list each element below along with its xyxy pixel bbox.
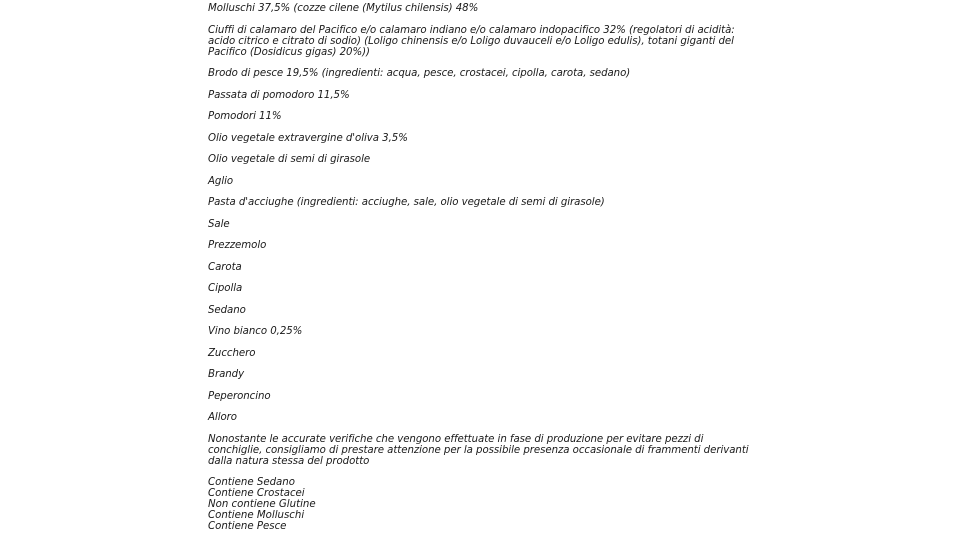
ingredient-line: Ciuffi di calamaro del Pacifico e/o calamaro indiano e/o calamaro indopacifico 32% (regolatori di acidità: acido citrico e citrato di sodio) (Loligo chinensis e/o Loligo duvauceli e/o Loligo edulis), totani giganti del Pacifico (Dosidicus gigas) 20%)) bbox=[208, 24, 735, 58]
ingredient-line: Sale bbox=[208, 218, 230, 230]
allergen-item: Contiene Crostacei bbox=[208, 488, 305, 499]
ingredient-line: Pomodori 11% bbox=[208, 111, 282, 122]
ingredient-line: Cipolla bbox=[208, 283, 243, 294]
ingredients-document bbox=[208, 3, 756, 532]
ingredient-line: Pasta d'acciughe (ingredienti: acciughe, sale, olio vegetale di semi di girasole) bbox=[208, 197, 605, 208]
ingredient-line: Zucchero bbox=[208, 347, 256, 359]
allergen-item: Contiene Sedano bbox=[208, 477, 295, 488]
ingredient-line: Carota bbox=[208, 261, 242, 273]
ingredient-line: Sedano bbox=[208, 304, 246, 316]
allergen-list bbox=[208, 477, 756, 532]
ingredient-line: Brandy bbox=[208, 369, 245, 380]
ingredient-line: Brodo di pesce 19,5% (ingredienti: acqua, pesce, crostacei, cipolla, carota, sedano) bbox=[208, 68, 631, 79]
allergen-item: Contiene Pesce bbox=[208, 521, 287, 532]
ingredient-line: Vino bianco 0,25% bbox=[208, 326, 303, 337]
ingredient-line: Passata di pomodoro 11,5% bbox=[208, 89, 350, 101]
allergen-item: Non contiene Glutine bbox=[208, 499, 316, 510]
ingredient-line: Prezzemolo bbox=[208, 240, 267, 251]
ingredient-line: Olio vegetale di semi di girasole bbox=[208, 154, 371, 165]
ingredient-line: Olio vegetale extravergine d'oliva 3,5% bbox=[208, 132, 408, 144]
ingredient-line: Peperoncino bbox=[208, 390, 271, 402]
ingredient-line: Aglio bbox=[208, 175, 234, 187]
warning-text: Nonostante le accurate verifiche che vengono effettuate in fase di produzione per evitare pezzi di conchiglie, consigliamo di prestare attenzione per la possibile presenza occasionale di frammenti derivanti dalla natura stessa del prodotto bbox=[208, 433, 749, 467]
ingredient-line: Molluschi 37,5% (cozze cilene (Mytilus chilensis) 48% bbox=[208, 3, 479, 14]
ingredient-line: Alloro bbox=[208, 412, 237, 423]
allergen-item: Contiene Molluschi bbox=[208, 510, 305, 521]
